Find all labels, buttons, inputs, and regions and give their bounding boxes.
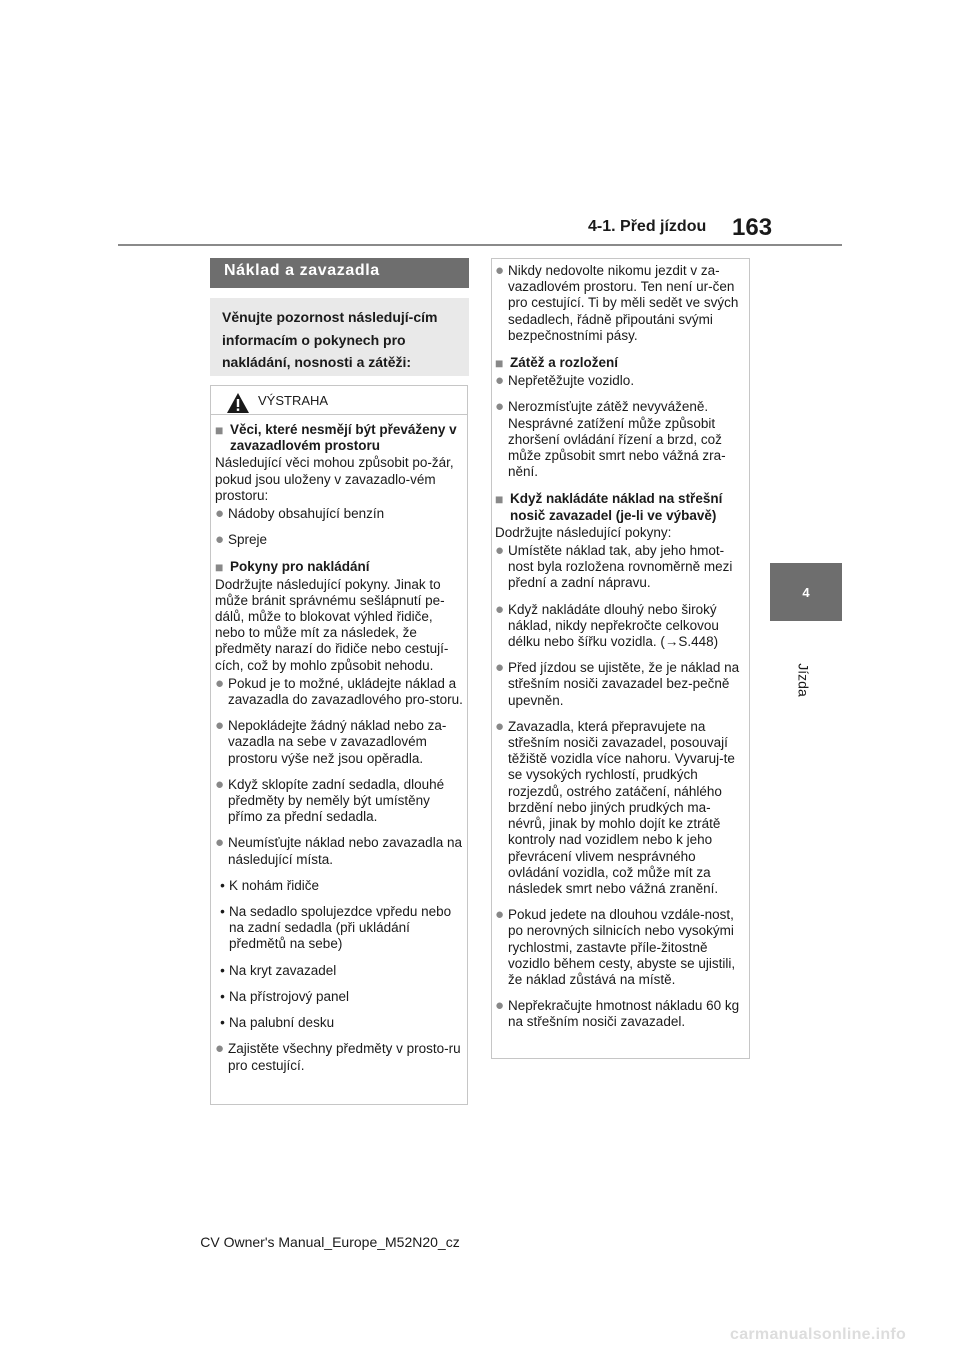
paragraph: Dodržujte následující pokyny:: [495, 524, 672, 540]
list-item-text: Spreje: [228, 532, 268, 548]
list-item: [495, 263, 747, 344]
square-bullet-icon: ■: [495, 491, 504, 508]
list-item-text: Nádoby obsahující benzín: [228, 506, 385, 522]
round-bullet-icon: ●: [215, 834, 225, 852]
warning-content-continued: [495, 263, 747, 1031]
warning-subheading: [215, 422, 465, 454]
list-item-text: Nepřetěžujte vozidlo.: [508, 373, 635, 389]
sub-list-item: • Na kryt zavazadel: [220, 962, 337, 978]
list-item-text: Pokud jedete na dlouhou vzdále-nost, po nerovných silnicích nebo vysokými rychlostmi, zastavte příle-žitostně vozidlo během cesty, abyste se ujistili, že náklad zůstává na místě.: [508, 907, 736, 987]
section-title: 4-1. Před jízdou: [588, 218, 707, 235]
subheading-text: Věci, které nesmějí být převáženy v zavazadlovém prostoru: [230, 422, 457, 454]
list-item: [495, 399, 747, 480]
list-item-text: Když nakládáte dlouhý nebo široký náklad, nikdy nepřekročte celkovou délku nebo šířku vozidla. (→S.448): [508, 601, 719, 650]
sub-list-item: • Na palubní desku: [220, 1015, 335, 1031]
list-item-text: Zajistěte všechny předměty v prosto-ru pro cestující.: [228, 1041, 461, 1073]
sub-list-item: • Na přístrojový panel: [220, 988, 350, 1004]
chapter-name: Jízda: [796, 663, 812, 697]
subheading-text: Když nakládáte náklad na střešní nosič zavazadel (je-li ve výbavě): [510, 491, 723, 523]
sub-list-item: • Na sedadlo spolujezdce vpředu nebo na zadní sedadla (při ukládání předmětů na sebe): [215, 904, 465, 953]
list-item: [215, 835, 465, 867]
round-bullet-icon: ●: [495, 398, 505, 416]
list-item: [215, 506, 465, 522]
list-item-text: Nepokládejte žádný náklad nebo za-vazadla na sebe v zavazadlovém prostoru výše než jsou opěradla.: [228, 718, 447, 766]
list-item-text: Nepřekračujte hmotnost nákladu 60 kg na střešním nosiči zavazadel.: [508, 998, 740, 1030]
warning-subheading: [215, 559, 465, 575]
list-item-text: Nerozmísťujte zátěž nevyváženě. Nesprávné zatížení může způsobit zhoršení ovládání řízení a brzd, což může způsobit smrt nebo vážná zra-nění.: [508, 399, 726, 480]
footer-text: CV Owner's Manual_Europe_M52N20_cz: [200, 1234, 460, 1250]
sub-list-item: • K nohám řidiče: [220, 877, 320, 893]
page-number: 163: [732, 214, 773, 241]
round-bullet-icon: ●: [495, 600, 505, 618]
sub-list-item-text: Na sedadlo spolujezdce vpředu nebo na zadní sedadla (při ukládání předmětů na sebe): [229, 904, 452, 952]
chapter-tab: [770, 563, 842, 621]
section-heading: Náklad a zavazadla: [224, 262, 380, 279]
list-item: [495, 907, 747, 988]
warning-content: [215, 420, 465, 1074]
round-bullet-icon: ●: [495, 262, 505, 279]
list-item-text: Neumísťujte náklad nebo zavazadla na následující místa.: [228, 835, 462, 867]
sub-list-item-text: Na palubní desku: [229, 1015, 335, 1031]
list-item: [495, 602, 747, 651]
round-bullet-icon: ●: [215, 717, 225, 735]
list-item: [495, 543, 747, 592]
round-bullet-icon: ●: [495, 542, 505, 560]
warning-triangle-icon: [226, 392, 250, 414]
warning-subheading: [495, 355, 747, 371]
paragraph: Následující věci mohou způsobit po-žár, pokud jsou uloženy v zavazadlo-vém prostoru:: [215, 455, 454, 503]
round-bullet-icon: ●: [495, 906, 505, 924]
round-bullet-icon: ●: [495, 997, 505, 1015]
chapter-label: [784, 650, 824, 710]
subheading-text: Zátěž a rozložení: [510, 355, 619, 371]
round-bullet-icon: ●: [215, 775, 225, 793]
paragraph: Dodržujte následující pokyny. Jinak to může bránit správnému sešlápnutí pe-dálů, může to blokovat výhled řidiče, nebo to může mít za následek, že předměty narazí do řidiče nebo cestují-cích, což by mohlo způsobit nehodu.: [215, 576, 449, 673]
square-bullet-icon: ■: [215, 559, 224, 576]
list-item: [215, 1041, 465, 1073]
sub-list-item-text: K nohám řidiče: [229, 877, 320, 893]
round-bullet-icon: ●: [215, 505, 225, 523]
list-item-text: Zavazadla, která přepravujete na střešním nosiči zavazadel, posouvají těžiště vozidla více nahoru. Vyvaruj-te se vysokých rychlostí, prudkých rozjezdů, ostrého zatáčení, náhlého brzdění nebo jiných prudkých ma-névrů, jinak by mohlo dojít ke ztrátě kontroly nad vozidlem nebo k jeho převrácení vlivem nesprávného ovládání vozidla, což může mít za následek smrt nebo vážná zranění.: [508, 718, 735, 896]
watermark: carmanualsonline.info: [730, 1326, 907, 1343]
list-item-text: Umístěte náklad tak, aby jeho hmot-nost byla rozložena rovnoměrně mezi přední a zadní nápravu.: [508, 543, 733, 591]
list-item-text: Před jízdou se ujistěte, že je náklad na střešním nosiči zavazadel bez-pečně upevněn.: [508, 660, 740, 708]
intro-text: Věnujte pozornost následují-cím informacím o pokynech pro nakládání, nosnosti a zátěži:: [222, 309, 438, 370]
list-item: [495, 998, 747, 1030]
chapter-number: 4: [802, 584, 810, 600]
warning-header-rule: [210, 414, 468, 415]
round-bullet-icon: ●: [495, 659, 505, 677]
square-bullet-icon: ■: [215, 422, 224, 438]
list-item: [495, 660, 747, 709]
list-item: [215, 532, 465, 548]
subheading-text: Pokyny pro nakládání: [230, 559, 370, 575]
sub-list-item-text: Na kryt zavazadel: [229, 962, 337, 978]
round-bullet-icon: ●: [215, 1040, 225, 1058]
list-item-text: Nikdy nedovolte nikomu jezdit v za-vazadlovém prostoru. Ten není ur-čen pro cestující. Ti by měli sedět ve svých sedadlech, řádně připoutáni svými bezpečnostními pásy.: [508, 263, 739, 343]
list-item: [215, 777, 465, 826]
list-item: [495, 373, 747, 389]
header-rule: [118, 244, 842, 246]
warning-subheading: [495, 491, 747, 523]
list-item: [215, 676, 465, 708]
list-item-text: Když sklopíte zadní sedadla, dlouhé předměty by neměly být umístěny přímo za přední sedadla.: [228, 776, 445, 825]
list-item: [215, 718, 465, 767]
round-bullet-icon: ●: [215, 531, 225, 549]
square-bullet-icon: ■: [495, 355, 504, 372]
list-item-text: Pokud je to možné, ukládejte náklad a zavazadla do zavazadlového pro-storu.: [228, 675, 463, 708]
round-bullet-icon: ●: [495, 717, 505, 735]
sub-list-item-text: Na přístrojový panel: [229, 988, 350, 1004]
warning-title: VÝSTRAHA: [258, 393, 329, 408]
round-bullet-icon: ●: [215, 674, 225, 692]
list-item: [495, 719, 747, 897]
round-bullet-icon: ●: [495, 372, 505, 390]
